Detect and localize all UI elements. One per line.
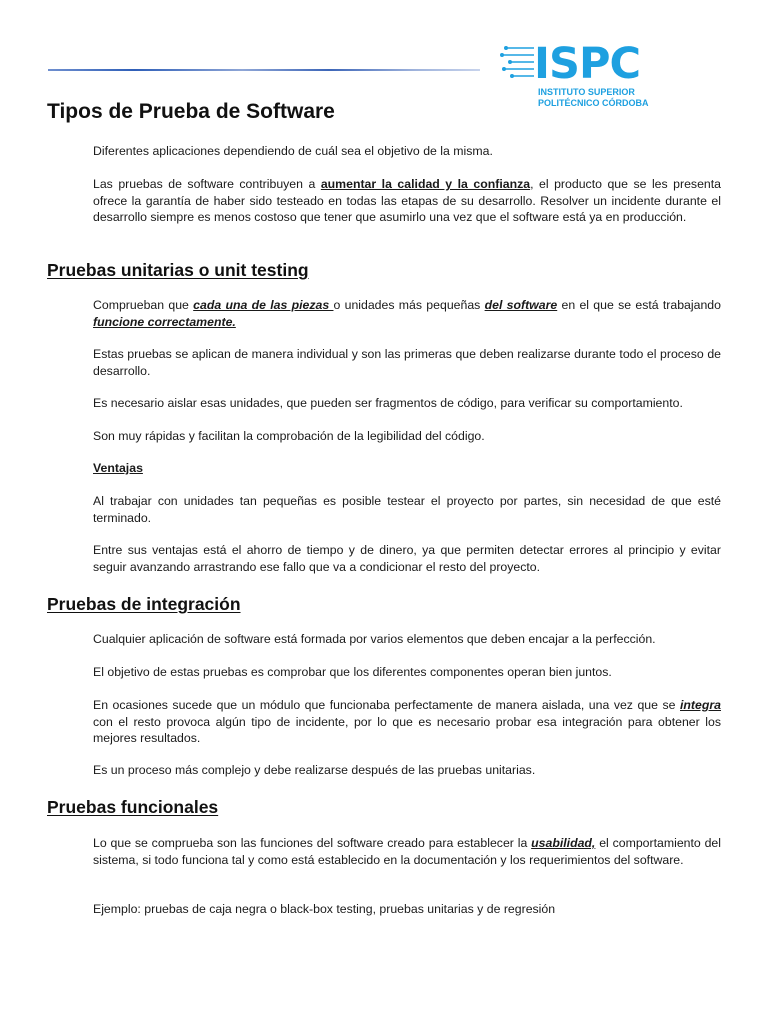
functional-paragraph-2: Ejemplo: pruebas de caja negra o black-box testing, pruebas unitarias y de regresión [93,902,556,916]
advantages-text: Ventajas [93,461,143,475]
integration-text: con el resto provoca algún tipo de incidente, por lo que es necesario probar esa integración para obtener los mejores resultados. [93,714,721,745]
logo-subtitle-line2: POLITÉCNICO CÓRDOBA [538,98,649,108]
integration-paragraph-1: Cualquier aplicación de software está formada por varios elementos que deben encajar a la perfección. [93,632,656,646]
functional-text: Lo que se comprueba son las funciones del software creado para establecer la [93,836,532,850]
logo-wordmark: ISPC [534,39,641,89]
unit-paragraph-6: Entre sus ventajas está el ahorro de tiempo y de dinero, ya que permiten detectar errores al principio y evitar seguir avanzando arrastrando ese fallo que va a condicionar el resto del proyecto. [93,543,721,574]
unit-emphasis: funcione correctamente. [93,314,236,329]
unit-emphasis: cada una de las piezas [193,298,334,312]
unit-text: Comprueban que [93,298,194,312]
unit-text: en el que se está trabajando [557,298,721,312]
functional-emphasis: usabilidad, [531,836,596,850]
section-heading-integration: Pruebas de integración [47,594,241,614]
integration-text: En ocasiones sucede que un módulo que funcionaba perfectamente de manera aislada, una vez que se [93,698,680,712]
unit-emphasis: del software [484,298,558,312]
section-heading-functional: Pruebas funcionales [47,797,219,817]
document-title: Tipos de Prueba de Software [47,100,335,123]
logo-subtitle-line1: INSTITUTO SUPERIOR [538,87,635,97]
integration-emphasis: integra [680,698,721,712]
integration-paragraph-4: Es un proceso más complejo y debe realizarse después de las pruebas unitarias. [93,763,536,777]
advantages-label [93,460,721,477]
unit-paragraph-5: Al trabajar con unidades tan pequeñas es posible testear el proyecto por partes, sin necesidad de que esté terminado. [93,494,721,525]
intro-text: Las pruebas de software contribuyen a [93,177,321,191]
integration-paragraph-3 [93,697,721,747]
header-divider [48,69,480,71]
section-heading-unit: Pruebas unitarias o unit testing [47,260,309,280]
unit-paragraph-2: Estas pruebas se aplican de manera individual y son las primeras que deben realizarse durante todo el proceso de desarrollo. [93,347,721,378]
integration-paragraph-2: El objetivo de estas pruebas es comprobar que los diferentes componentes operan bien juntos. [93,665,612,679]
quality-emphasis: aumentar la calidad y la confianza [320,177,531,191]
functional-paragraph-1 [93,835,721,868]
intro-text: , el producto que se les presenta ofrece la garantía de haber sido testeado en todas las etapas de su desarrollo. Resolver un incidente durante el desarrollo siempre es menos costoso que tener que asumirlo una vez que el software está ya en producción. [93,177,722,224]
unit-paragraph-4: Son muy rápidas y facilitan la comprobación de la legibilidad del código. [93,429,485,443]
unit-text: o unidades más pequeñas [333,298,485,312]
functional-text: el comportamiento del sistema, si todo funciona tal y como está establecido en la documentación y los requerimientos del software. [93,836,722,867]
unit-paragraph-1 [93,297,721,330]
ispc-logo [500,38,649,110]
intro-paragraph-2 [93,176,721,226]
unit-paragraph-3: Es necesario aislar esas unidades, que pueden ser fragmentos de código, para verificar su comportamiento. [93,396,683,410]
intro-paragraph-1: Diferentes aplicaciones dependiendo de cuál sea el objetivo de la misma. [93,144,493,158]
